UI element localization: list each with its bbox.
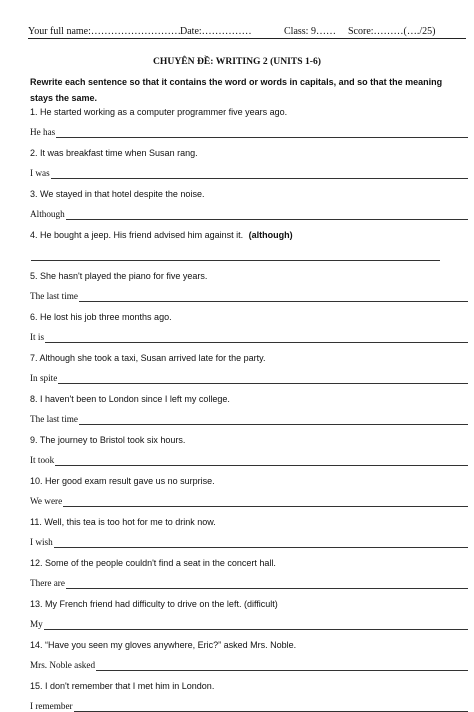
- exercise-question: [30, 681, 468, 692]
- answer-line[interactable]: [30, 332, 468, 343]
- answer-line[interactable]: [30, 168, 468, 179]
- exercise-question: [30, 599, 468, 610]
- exercise-question: [30, 476, 468, 487]
- answer-line[interactable]: [30, 209, 468, 220]
- question-text: 9. The journey to Bristol took six hours.: [30, 434, 186, 445]
- answer-prompt: In spite: [30, 373, 58, 384]
- question-text: 12. Some of the people couldn't find a seat in the concert hall.: [30, 557, 276, 568]
- exercise-list: [30, 107, 468, 712]
- answer-prompt: There are: [30, 578, 65, 589]
- question-text: 8. I haven't been to London since I left my college.: [30, 393, 230, 404]
- answer-line[interactable]: [30, 496, 468, 507]
- question-text: 1. He started working as a computer programmer five years ago.: [30, 107, 288, 117]
- answer-blank[interactable]: [45, 334, 468, 343]
- answer-blank[interactable]: [79, 293, 468, 302]
- score-label: Score:………(…./25): [348, 26, 436, 37]
- answer-prompt: I wish: [30, 537, 53, 548]
- answer-prompt: Although: [30, 209, 65, 220]
- exercise-question: [30, 394, 468, 405]
- question-text: 7. Although she took a taxi, Susan arrived late for the party.: [30, 352, 266, 363]
- answer-line[interactable]: [30, 619, 468, 630]
- answer-blank[interactable]: [66, 211, 468, 220]
- answer-prompt: My: [30, 619, 43, 630]
- answer-prompt: It took: [30, 455, 55, 466]
- exercise-question: [30, 271, 468, 282]
- exercise-question: [30, 148, 468, 159]
- answer-prompt: It is: [30, 332, 45, 343]
- question-text: 4. He bought a jeep. His friend advised him against it.: [30, 229, 244, 240]
- answer-line[interactable]: [30, 455, 468, 466]
- exercise-question: [30, 230, 468, 241]
- question-text: 2. It was breakfast time when Susan rang.: [30, 147, 198, 158]
- exercise-question: [30, 189, 468, 200]
- exercise-question: [30, 353, 468, 364]
- worksheet-title: CHUYÊN ĐỀ: WRITING 2 (UNITS 1-6): [153, 56, 321, 67]
- question-text: 3. We stayed in that hotel despite the noise.: [30, 188, 205, 199]
- question-text: 11. Well, this tea is too hot for me to drink now.: [30, 516, 216, 527]
- answer-blank[interactable]: [74, 703, 468, 712]
- answer-blank[interactable]: [79, 416, 468, 425]
- answer-line[interactable]: [30, 127, 468, 138]
- question-text: 5. She hasn't played the piano for five years.: [30, 270, 208, 281]
- answer-blank[interactable]: [96, 662, 468, 671]
- answer-line[interactable]: [30, 414, 468, 425]
- header-divider: [28, 38, 466, 39]
- answer-prompt: The last time: [30, 291, 78, 302]
- exercise-question: [30, 435, 468, 446]
- exercise-question: [30, 558, 468, 569]
- answer-blank[interactable]: [58, 375, 468, 384]
- exercise-question: [30, 107, 468, 118]
- question-text: 13. My French friend had difficulty to drive on the left. (difficult): [30, 598, 278, 609]
- exercise-question: [30, 312, 468, 323]
- exercise-question: [30, 517, 468, 528]
- question-text: 14. “Have you seen my gloves anywhere, Eric?” asked Mrs. Noble.: [30, 639, 297, 650]
- exercise-question: [30, 640, 468, 651]
- answer-prompt: I was: [30, 168, 50, 179]
- answer-blank[interactable]: [63, 498, 468, 507]
- answer-blank[interactable]: [31, 252, 440, 261]
- answer-line[interactable]: [30, 660, 468, 671]
- question-text: 15. I don't remember that I met him in London.: [30, 680, 215, 691]
- answer-line[interactable]: [30, 701, 468, 712]
- answer-line[interactable]: [30, 373, 468, 384]
- question-text: 10. Her good exam result gave us no surprise.: [30, 475, 215, 486]
- answer-line[interactable]: [30, 537, 468, 548]
- answer-blank[interactable]: [56, 129, 468, 138]
- question-keyword: (although): [246, 229, 293, 240]
- answer-blank[interactable]: [54, 539, 468, 548]
- answer-line[interactable]: [30, 291, 468, 302]
- answer-blank[interactable]: [66, 580, 468, 589]
- student-info-header: [28, 26, 466, 37]
- date-label: Date:……………: [180, 26, 252, 37]
- answer-line[interactable]: [30, 578, 468, 589]
- answer-prompt: The last time: [30, 414, 78, 425]
- answer-prompt: I remember: [30, 701, 73, 712]
- answer-prompt: We were: [30, 496, 63, 507]
- answer-blank[interactable]: [51, 170, 468, 179]
- answer-prompt: Mrs. Noble asked: [30, 660, 96, 671]
- answer-blank[interactable]: [44, 621, 468, 630]
- answer-prompt: He has: [30, 127, 56, 138]
- class-label: Class: 9……: [284, 26, 336, 37]
- name-label: Your full name:………………………: [28, 26, 181, 37]
- instruction-text: Rewrite each sentence so that it contains the word or words in capitals, and so that the meaning stays the same.: [30, 77, 443, 103]
- answer-line[interactable]: [30, 250, 440, 261]
- answer-blank[interactable]: [55, 457, 468, 466]
- question-text: 6. He lost his job three months ago.: [30, 311, 172, 322]
